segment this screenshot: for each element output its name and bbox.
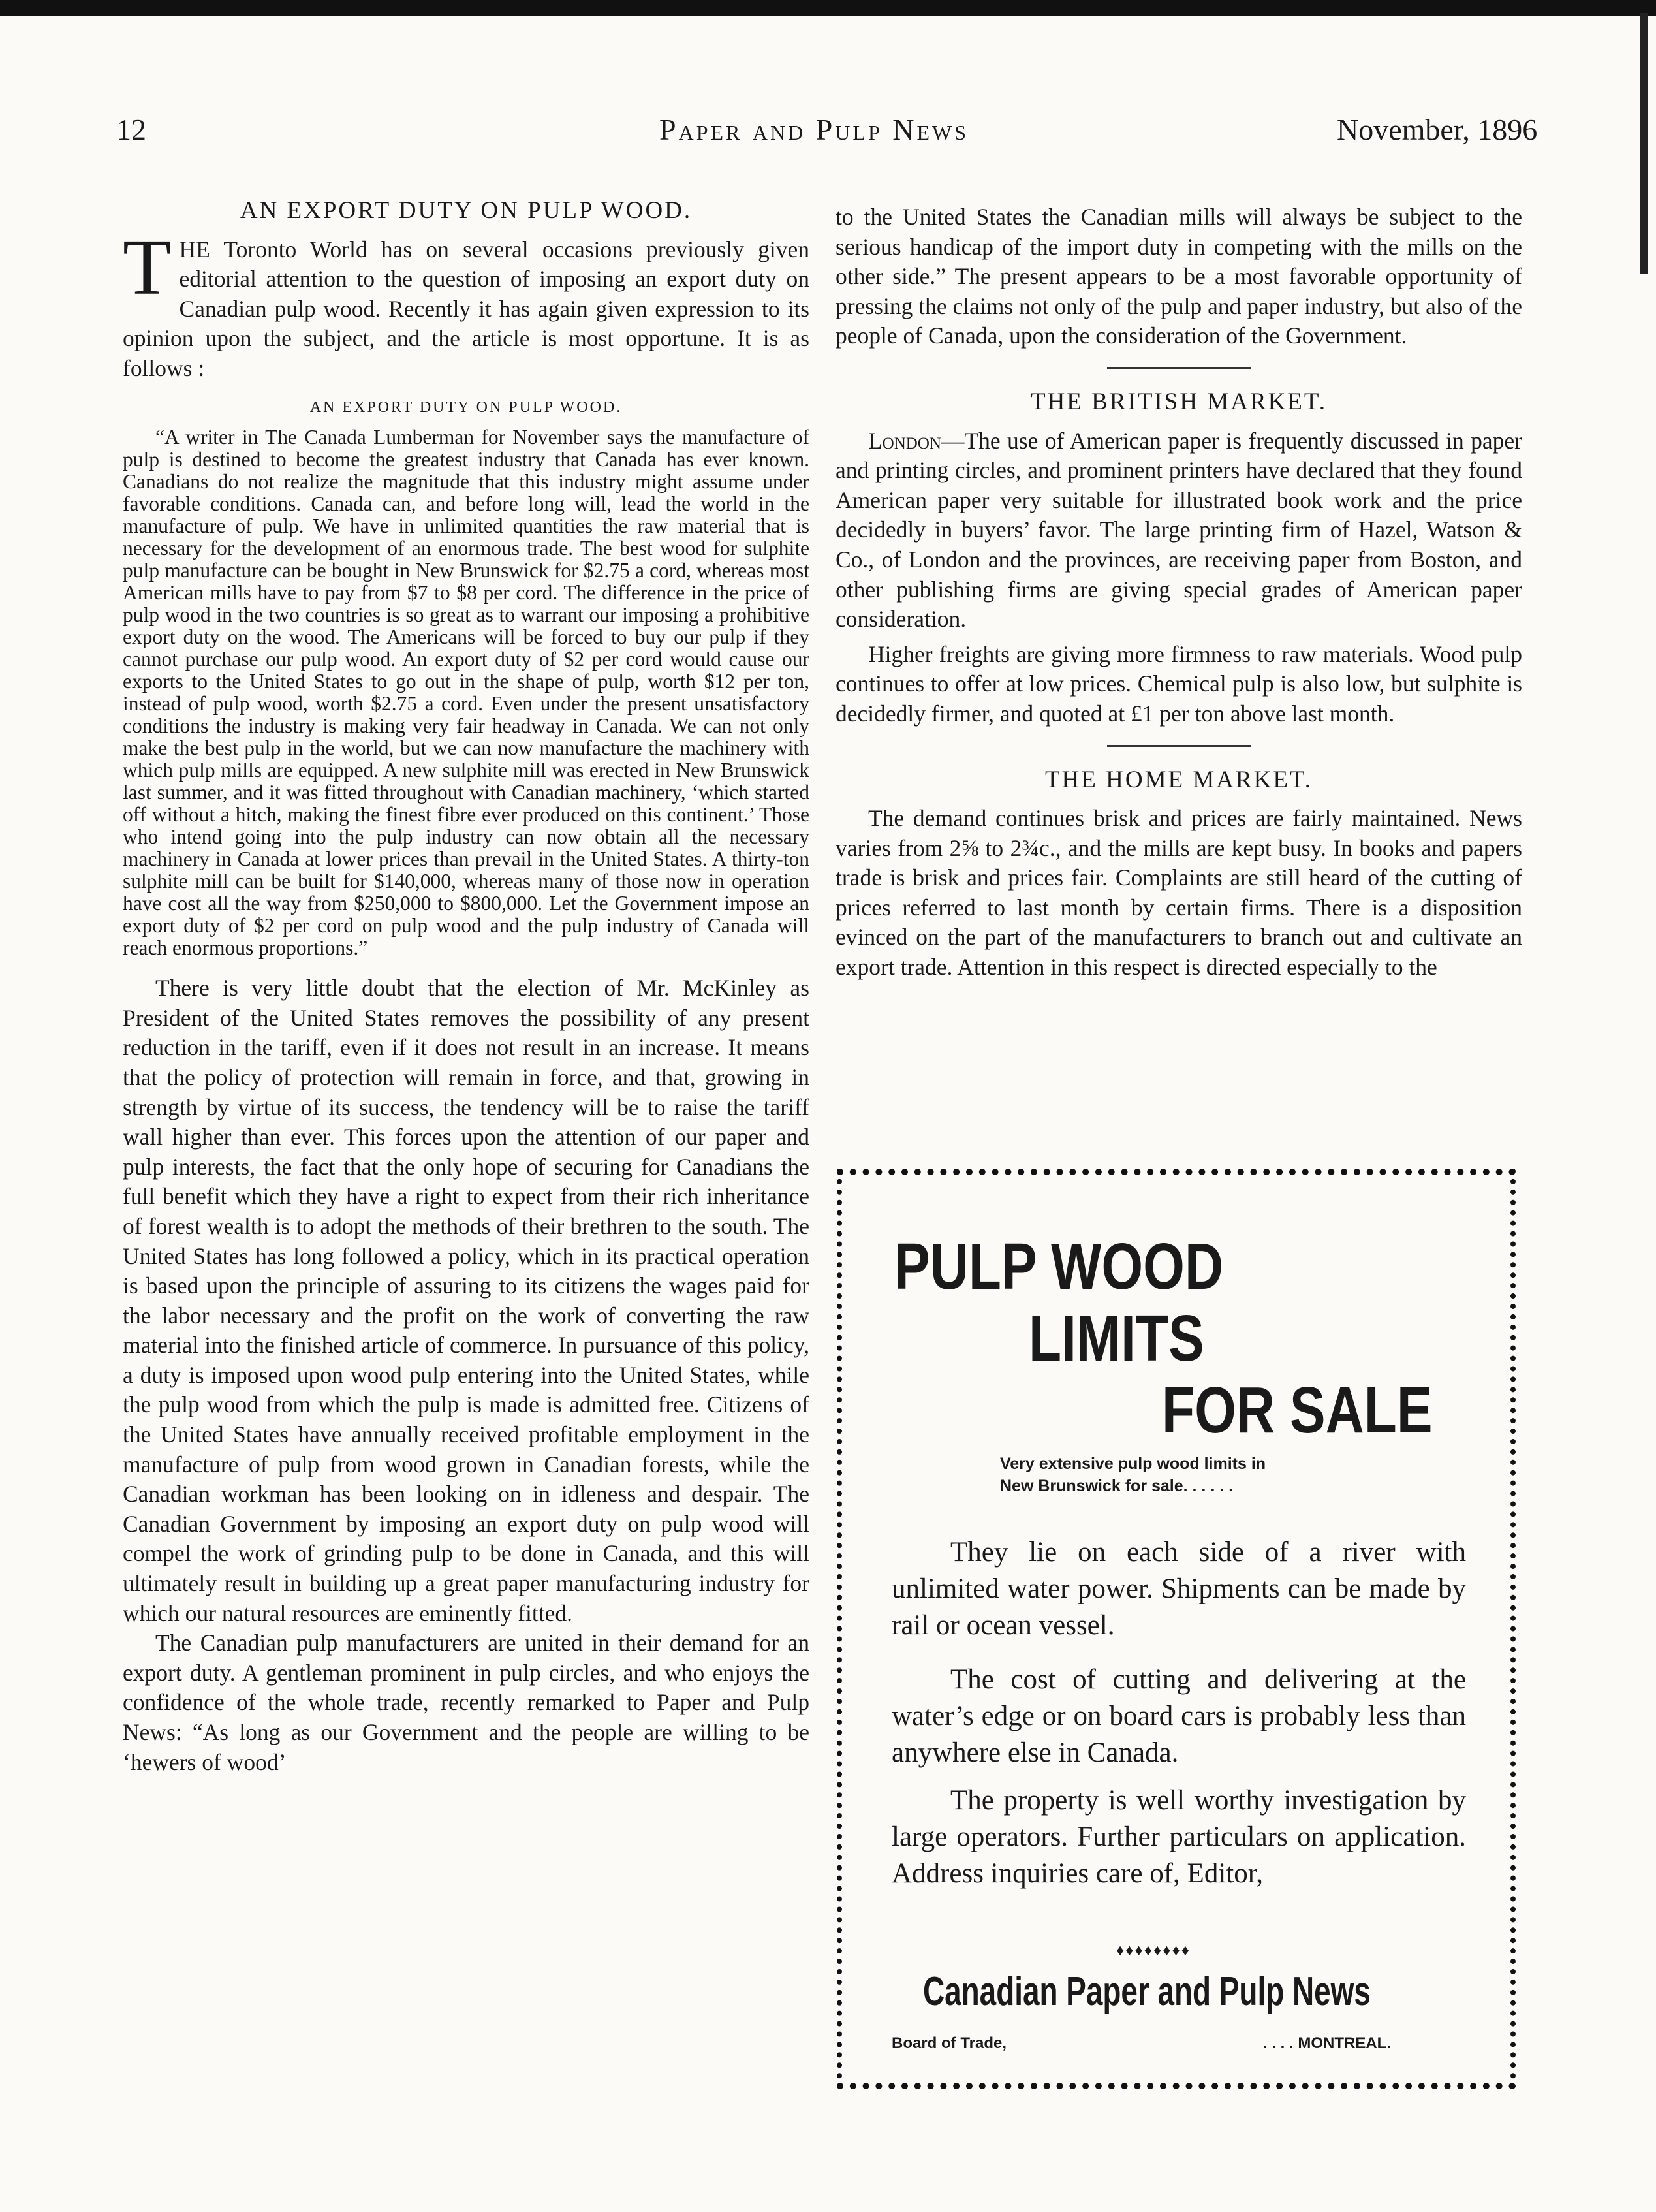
page-number: 12 [116, 113, 146, 146]
home-paragraph-1: The demand continues brisk and prices are fairly maintained. News varies from 2⅝ to 2¾c., and the mills are kept busy. In books and papers trade is brisk and prices fair. Complaints are still heard of the cutting of prices referred to last month by certain firms. There is a disposition evinced on the part of the manufacturers to branch out and cultivate an export trade. Attention in this respect is directed especially to the [836, 805, 1522, 981]
paragraph-mckinley: There is very little doubt that the election of Mr. McKinley as President of the United States removes the possibility of any present reduction in the tariff, even if it does not result in an increase. It means that the policy of protection will remain in force, and that, growing in strength by virtue of its success, the tendency will be to raise the tariff wall higher than ever. This forces upon the attention of our paper and pulp interests, the fact that the only hope of securing for Canadians the full benefit which they have a right to expect from their rich inheritance of forest wealth is to adopt the methods of their brethren to the south. The United States has long followed a policy, which in its practical operation is based upon the principle of assuring to its citizens the wages paid for the labor necessary and the profit on the work of converting the raw material into the finished article of commerce. In pursuance of this policy, a duty is imposed upon wood pulp entering into the United States, while the pulp wood from which the pulp is made is admitted free. Citizens of the United States have annually received profitable employment in the manufacture of pulp from wood grown in Canadian forests, while the Canadian workman has been looking on in idleness and despair. The Canadian Government by imposing an export duty on pulp wood will compel the work of grinding pulp to be done in Canada, and this will ultimately result in building up a great paper manufacturing industry for which our natural resources are eminently fitted. [123, 975, 809, 1626]
ad-paragraph-2: The cost of cutting and delivering at the water’s edge or on board cars is probably less than anywhere else in Canada. [892, 1664, 1466, 1768]
section-divider [1107, 367, 1251, 369]
paragraph-manufacturers: The Canadian pulp manufacturers are united in their demand for an export duty. A gentleman prominent in pulp circles, and who enjoys the confidence of the whole trade, recently remarked to Paper and Pulp News: “As long as our Government and the people are willing to be ‘hewers of wood’ [123, 1630, 809, 1775]
article-title: AN EXPORT DUTY ON PULP WOOD. [240, 197, 693, 224]
issue-date: November, 1896 [1337, 113, 1538, 146]
british-market-title: THE BRITISH MARKET. [1030, 388, 1328, 415]
ad-address-right: . . . . MONTREAL. [1263, 2034, 1391, 2052]
intro-paragraph [123, 223, 809, 384]
ad-subtitle-line-2: New Brunswick for sale. . . . . . [1000, 1477, 1234, 1495]
ad-title-line-1: PULP WOOD [894, 1230, 1224, 1303]
ad-paragraph-1: They lie on each side of a river with unlimited water power. Shipments can be made by rail or ocean vessel. [892, 1537, 1466, 1641]
ornament-divider: ♦♦♦♦♦♦♦♦ [1116, 1942, 1191, 1959]
top-border-rule [0, 0, 1656, 16]
ad-subtitle-line-1: Very extensive pulp wood limits in [1000, 1455, 1266, 1473]
ad-title-line-2: LIMITS [1029, 1302, 1204, 1375]
section-divider-2 [1107, 745, 1251, 747]
british-paragraph-2: Higher freights are giving more firmness to raw materials. Wood pulp continues to offer at low prices. Chemical pulp is also low, but sulphite is decidedly firmer, and quoted at £1 per ton above last month. [836, 640, 1522, 727]
page-header [0, 112, 1656, 165]
british-paragraph-1-text: —The use of American paper is frequently discussed in paper and printing circles, and prominent printers have declared that they found American paper very suitable for illustrated book work and the price decidedly in buyers’ favor. The large printing firm of Hazel, Watson & Co., of London and the provinces, are receiving paper from Boston, and other publishing firms are giving special grades of American paper consideration. [836, 427, 1522, 633]
home-market-title: THE HOME MARKET. [1044, 766, 1313, 793]
ad-publication-name: Canadian Paper and Pulp News [923, 1969, 1371, 2014]
right-column [836, 202, 1522, 983]
dateline-london: London [868, 427, 941, 454]
drop-cap: T [123, 223, 172, 311]
ad-address-left: Board of Trade, [892, 2034, 1007, 2052]
advertisement-box [837, 1169, 1516, 2089]
ad-title-line-3: FOR SALE [1162, 1374, 1433, 1447]
intro-text: HE Toronto World has on several occasions previously given editorial attention to the question of imposing an export duty on Canadian pulp wood. Recently it has again given expression to its opinion upon the subject, and the article is most opportune. It is as follows : [123, 236, 809, 381]
continuation-paragraph: to the United States the Canadian mills will always be subject to the serious handicap of the import duty in competing with the mills on the other side.” The present appears to be a most favorable opportunity of pressing the claims not only of the pulp and paper industry, but also of the people of Canada, upon the consideration of the Government. [836, 204, 1522, 349]
british-paragraph-1 [836, 426, 1522, 635]
journal-title: Paper and Pulp News [659, 113, 969, 146]
left-column [123, 196, 809, 1777]
ad-paragraph-3: The property is well worthy investigation by large operators. Further particulars on application. Address inquiries care of, Editor, [892, 1785, 1466, 1889]
quoted-article: “A writer in The Canada Lumberman for November says the manufacture of pulp is destined to become the greatest industry that Canada has ever known. Canadians do not realize the magnitude that this industry might assume under favorable conditions. Canada can, and before long will, lead the world in the manufacture of pulp. We have in unlimited quantities the raw material that is necessary for the development of an enormous trade. The best wood for sulphite pulp manufacture can be bought in New Brunswick for $2.75 a cord, whereas most American mills have to pay from $7 to $8 per cord. The difference in the price of pulp wood in the two countries is so great as to warrant our imposing a prohibitive export duty on the wood. The Americans will be forced to buy our pulp if they cannot purchase our pulp wood. An export duty of $2 per cord would cause our exports to the United States to go out in the shape of pulp, worth $12 per ton, instead of pulp wood, worth $2.75 a cord. Even under the present unsatisfactory conditions the industry is making very fair headway in Canada. We can not only make the best pulp in the world, but we can now manufacture the machinery with which pulp mills are equipped. A new sulphite mill was erected in New Brunswick last summer, and it was fitted throughout with Canadian machinery, ‘which started off without a hitch, making the finest fibre ever produced on this continent.’ Those who intend going into the pulp industry can now obtain all the necessary machinery in Canada at lower prices than prevail in the United States. A thirty-ton sulphite mill can be built for $140,000, whereas many of those now in operation have cost all the way from $250,000 to $800,000. Let the Government impose an export duty of $2 per cord on pulp wood and the pulp industry of Canada will reach enormous proportions.” [123, 426, 809, 960]
quote-title: AN EXPORT DUTY ON PULP WOOD. [309, 398, 623, 416]
